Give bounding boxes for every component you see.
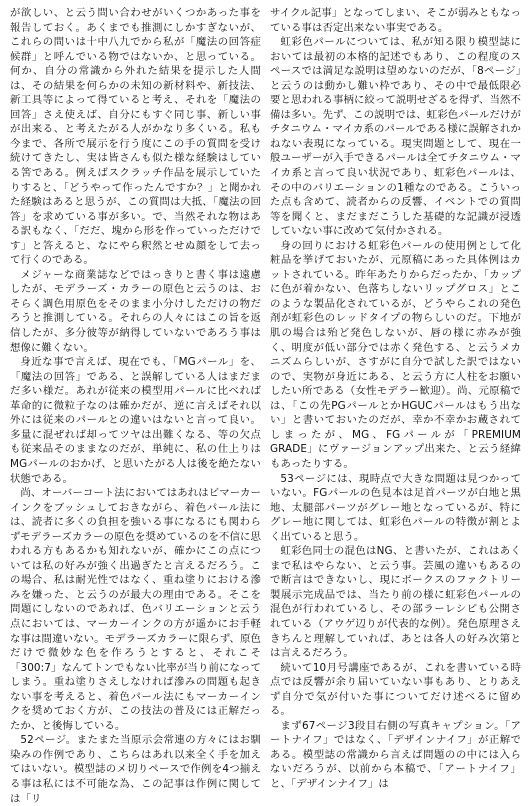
paragraph: 52ページ。またまた当原示会常連の方々にはお馴染みの作例であり、こちらはあれ以来全く手を加えてはいない。模型誌のメ切りペースで作例を4つ揃える事は私には不可能な為、この記事は作例に関しては「リ bbox=[10, 734, 261, 805]
right-column bbox=[270, 6, 521, 790]
paragraph: 虹彩色パールについては、私が知る限り模型誌においては最初の本格的記述でもあり、この程度のスペースでは満足な説明は望めないのだが、「8ページ」と云うのは動かし難い枠であり、その中で最低限必要と思われる事柄に絞って説明せざるを得ず、当然不備は多い。先ず、この説明では、虹彩色パールだけがチタニウム・マイカ系のパールである様に誤解されかねない表現になっている。現実問題として、現在一般ユーザーが入手できるパールは全てチタニウム・マイカ系と言って良い状況であり、虹彩色パールは、その中のバリエーションの1種なのである。こういった点も含めて、読者からの反響、イベントでの質問等を聞くと、まだまだこうした基礎的な記識が浸透していない事に改めて気付かされる。 bbox=[270, 36, 521, 238]
paragraph: 身の回りにおける虹彩色パールの使用例として化粧品を挙げておいたが、元原稿にあった具体例はカットされている。昨年あたりからだったか、「カップに色が着かない、色落ちしないリップグロス」とこのような製品化されているが、どうやらこれの発色剤が虹彩色のレッドタイプの物らしいのだ。下地が肌の場合は殆ど発色しないが、唇の様に赤みが強く、明度が低い部分では赤く発色する、と云うメカニズムらしいが、さすがに自分で試した訳ではないので、実物が身近にある、と云う方に人柱をお願いしたい所である（女性モデラー歓迎）。尚、元原稿では、「この先PGパールとかHGUCパールはもう出ない」と書いておいたのだが、幸か不幸かお蔵されてしまったが、MG、FGパールが「PREMIUM GRADE」にヴァージョンアップ出来た、と云う経緯もあったりする。 bbox=[270, 239, 521, 470]
paragraph: メジャーな商業誌などではっきりと書く事は遠慮したが、モデラーズ・カラーの原色と云うのは、おそらく調色用原色をそのまま小分けしただけの物だろうと推測している。それらの人々にはこの旨を返信したが、多分彼等が納得していないであろう事は想像に難くない。 bbox=[10, 268, 261, 354]
two-column-body bbox=[10, 6, 521, 805]
paragraph: 虹彩色同士の混色はNG、と書いたが、これはあくまで私はやらない、と云う事。芸風の違いもあるので断言はできないし、現にボークスのファクトリー製展示完成品では、当たり前の様に虹彩色パールの混色が行われているし、その部ラーレシピも公開されている（アウゲ辺りが代表的な例）。発色原理さえきちんと理解していれば、あとは各人の好み次第とは言えるだろう。 bbox=[270, 545, 521, 660]
paragraph: まず67ページ3段目右側の写真キャプション。「アートナイフ」ではなく、「デザインナイフ」が正解である。模型誌の常識から言えば問題のの中には入らないだろうが、以前から本稿で、「アートナイフ」と、「デザインナイフ」は bbox=[270, 719, 521, 790]
paragraph: 身近な事で言えば、現在でも、「MGパール」を、「魔法の回答」である、と誤解している人はまだまだ多い様だ。あれが従来の模型用パールに比べれば革命的に微粒子なのは確かだが、逆に言えばそれ以外には従来のパールとの違いはないと言って良い。多量に混ぜれば却ってツヤは出難くなる、等の欠点も従来品そのままなのだが、単純に、私の仕上りはMGパールのおかげ、と思いたがる人は後を絶たない状態である。 bbox=[10, 356, 261, 485]
paragraph: が欲しい、と云う問い合わせがいくつかあった事を報告しておく。あくまでも推測にしかすぎないが、これらの問いは十中八九でから私が「魔法の回答症候群」と呼んでいる物ではないか、と思っている。何か、自分の常識から外れた結果を提示した人間は、その結果を何らかの未知の新材料や、新技法、新工具等によって得ていると考え、それを「魔法の回答」さえ使えば、自分にもすぐ同じ事、新しい事が出来る、と考えたがる人がかなり多くいる。私も今まで、各所で展示を行う度にこの手の質問を受け続けてきたし、実は皆さんも似た様な経験はしている筈である。例えばスクラッチ作品を展示していたりすると、「どうやって作ったんですか？」と聞かれた経験はあると思うが、この質問は大抵、「魔法の回答」を求めている事が多い。で、当然それな物はある訳もなく、「だだ、塊から形を作っていっただけです」と答えると、なにやら釈然とせぬ顔をして去って行くのである。 bbox=[10, 7, 261, 267]
paragraph: 53ページには、現時点で大きな問題は見つかっていない。FGパールの色見本は足首パーツが白地と黒地、太腿部パーツがグレー地となっているが、特にグレー地に関しては、虹彩色パールの特徴が割とよく出ていると思う。 bbox=[270, 472, 521, 543]
paragraph: サイクル記事」となってしまい、そこが弱みともなっている事は否定出来ない事実である。 bbox=[270, 7, 521, 34]
paragraph: 尚、オーバーコート法においてはあれはビマーカーインクをブッシュしておきながら、着色パール法には、読者に多くの負担を強いる事になるにも関わらずモデラーズカラーの原色を奨めているのを不信に思われる方もあるかも知れないが、確かにこの点については私の好みが強く出過ぎたと言えるだろう。この場合、私は耐光性ではなく、重ね塗りにおける滲みを嫌った、と云うのが最大の理由である。そこを問題にしないのであれば、色バリエーションと云う点においては、マーカーインクの方が遥かにお手軽な事は間違いない。モデラーズカラーに限らず、原色だけで微妙な色を作ろうとすると、それこそ「300:7」なんてトンでもない比率が当り前になってしまう。重ね塗りさえしなければ滲みの問題も起きない事を考えると、着色パール法にもマーカーインクを奨めておく方が、この技法の普及には正解だったか、と後悔している。 bbox=[10, 487, 261, 732]
paragraph: 続いて10月号講座であるが、これを書いている時点では反響が余り届いていない事もあり、とりあえず自分で気が付いた事についてだけ述べるに留める。 bbox=[270, 661, 521, 718]
left-column bbox=[10, 6, 261, 805]
